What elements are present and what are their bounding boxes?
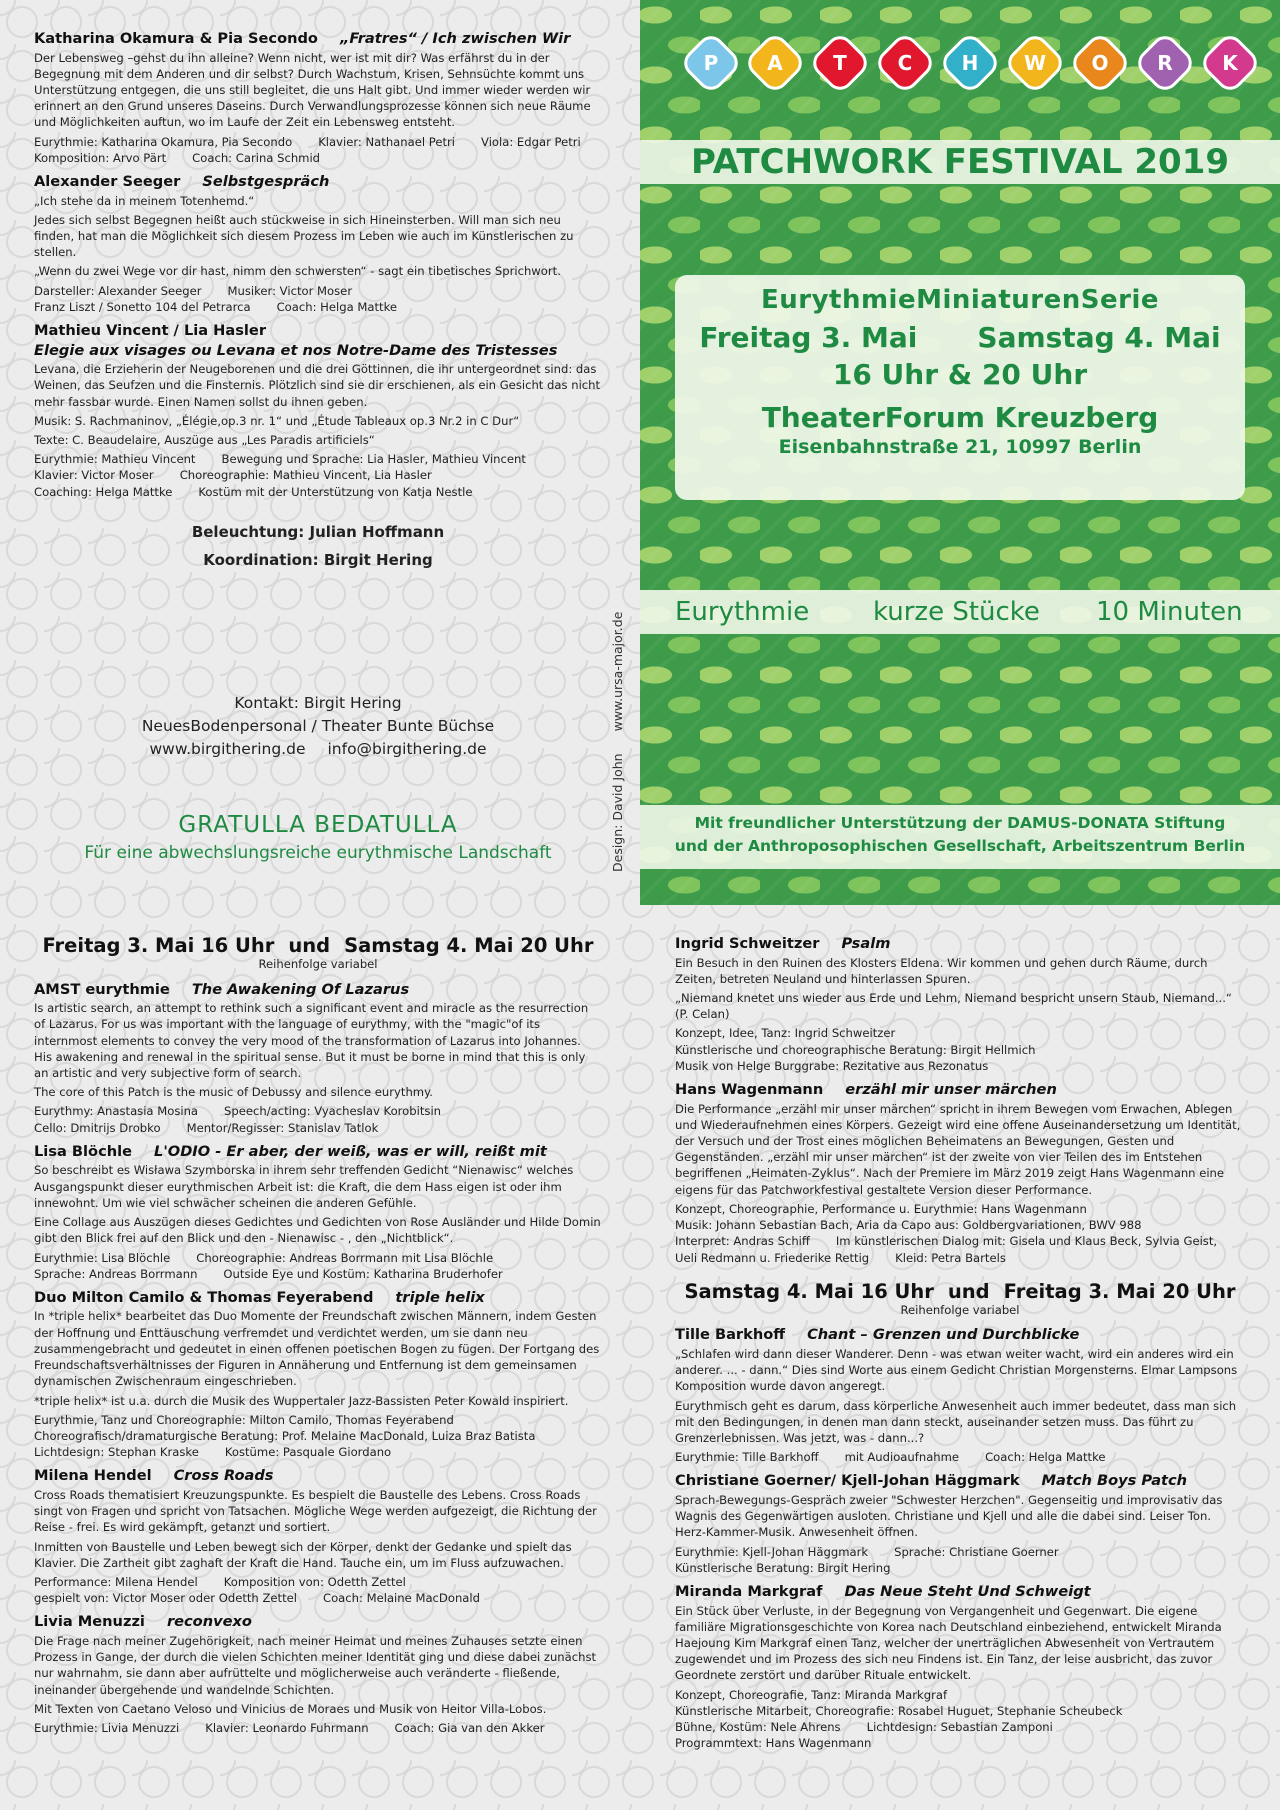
credit: Klavier: Victor Moser [34, 468, 154, 483]
performer-name: Tille Barkhoff [675, 1326, 786, 1344]
credit: Choreographie: Mathieu Vincent, Lia Hasler [179, 468, 432, 483]
email-link[interactable]: info@birgithering.de [327, 740, 487, 758]
event-times: 16 Uhr & 20 Uhr [832, 358, 1088, 391]
venue-name: TheaterForum Kreuzberg [761, 401, 1159, 434]
credit: Eurythmie: Tille Barkhoff [675, 1450, 819, 1465]
credit: Eurythmie: Livia Menuzzi [34, 1721, 180, 1736]
entry-heading [34, 1613, 602, 1631]
entry-heading [34, 1143, 602, 1161]
schedule-slot: Freitag 3. Mai 16 Uhr [42, 934, 275, 957]
gratulla-subtitle: Für eine abwechslungsreiche eurythmische Landschaft [84, 843, 552, 863]
credit: Konzept, Choreographie, Performance u. Eurythmie: Hans Wagenmann [675, 1201, 1087, 1216]
piece-title: erzähl mir unser märchen [845, 1081, 1057, 1099]
performer-name: AMST eurythmie [34, 980, 170, 998]
schedule-and: und [288, 934, 331, 957]
description-short-pieces: kurze Stücke [873, 597, 1040, 627]
credit: Coach: Gia van den Akker [394, 1721, 545, 1736]
entry-heading [34, 1467, 602, 1485]
website-link[interactable]: www.birgithering.de [149, 740, 306, 758]
staff-credits [34, 518, 602, 574]
entry-credits [675, 1544, 1245, 1576]
entry-credits [675, 1449, 1245, 1465]
description-eurythmie: Eurythmie [675, 597, 810, 627]
entry-heading [675, 1081, 1245, 1099]
piece-title: reconvexo [166, 1613, 252, 1631]
performer-name: Lisa Blöchle [34, 1142, 133, 1160]
entry-credits [675, 1201, 1245, 1266]
schedule-slot: Freitag 3. Mai 20 Uhr [1003, 1279, 1236, 1303]
entry-description: Ein Besuch in den Ruinen des Klosters Eldena. Wir kommen und gehen durch Räume, durch Zeiten, betreten Neuland und hinterlassen Spuren. [675, 955, 1208, 986]
entry-credits [34, 1720, 602, 1736]
credit: Coach: Melaine MacDonald [322, 1591, 480, 1606]
entry-credits [675, 1025, 1245, 1074]
entry-credits [34, 134, 602, 166]
program-entry [34, 173, 602, 315]
performer-name: Miranda Markgraf [675, 1583, 823, 1600]
piece-title: L'ODIO - Er aber, der weiß, was er will, reißt mit [154, 1142, 547, 1160]
credit: Mentor/Regisser: Stanislav Tatlok [186, 1120, 379, 1135]
credit: Coach: Helga Mattke [985, 1450, 1106, 1465]
support-line: Mit freundlicher Unterstützung der DAMUS-DONATA Stiftung [694, 814, 1226, 832]
program-entry [675, 1472, 1245, 1576]
performer-name: Hans Wagenmann [675, 1081, 824, 1099]
credit: Speech/acting: Vyacheslav Korobitsin [224, 1104, 442, 1119]
credit: Künstlerische und choreographische Beratung: Birgit Hellmich [675, 1042, 1036, 1057]
entry-description: The core of this Patch is the music of Debussy and silence eurythmy. [34, 1085, 433, 1100]
program-entry [675, 1081, 1245, 1266]
credit: Lichtdesign: Sebastian Zamponi [866, 1720, 1053, 1735]
credit: Künstlerische Mitarbeit, Choreografie: Rosabel Huguet, Stephanie Scheubeck [675, 1703, 1123, 1718]
piece-title: Elegie aux visages ou Levana et nos Notre-Dame des Tristesses [34, 341, 558, 359]
entry-heading [34, 30, 602, 48]
schedule-heading [675, 1281, 1245, 1302]
credit: Komposition von: Odetth Zettel [223, 1575, 406, 1589]
entry-heading [675, 1472, 1245, 1490]
entry-credits [34, 451, 602, 500]
program-entry [34, 1143, 602, 1282]
entry-description: Texte: C. Beaudelaire, Auszüge aus „Les Paradis artificiels“ [34, 432, 375, 447]
program-entry [34, 322, 602, 500]
entry-description: Ein Stück über Verluste, in der Begegnung von Vergangenheit und Gegenwart. Die eigene familiäre Migrationsgeschichte von Korea nach Deutschland einbeziehend, entwickelt Miranda Haejoung Kim Markgraf einen Tanz, welcher der unerträglichen Abwesenheit von Vertrautem zugewendet und im Prozess des sich neu Findens ist. Ein Tanz, der leise ausbricht, das zuvor Geordnete zerstört und darüber Rituale entwickelt. [675, 1603, 1222, 1683]
entry-credits [34, 1412, 602, 1461]
series-name: EurythmieMiniaturenSerie [760, 285, 1159, 315]
entry-description: Jedes sich selbst Begegnen heißt auch stückweise in sich Hineinsterben. Will man sich neu finden, hat man die Möglichkeit sich diesem Prozess im Leben wie auch im Künstlerischen zu stellen. [34, 212, 574, 260]
credit: Interpret: Andras Schiff [675, 1234, 810, 1249]
logo-letter: P [703, 51, 719, 75]
entry-heading [675, 1583, 1245, 1601]
credit: Musik: Johann Sebastian Bach, Aria da Capo aus: Goldbergvariationen, BWV 988 [675, 1218, 1142, 1233]
credit: Darsteller: Alexander Seeger [34, 283, 202, 298]
credit: Coaching: Helga Mattke [34, 484, 173, 499]
credit: Eurythmie: Lisa Blöchle [34, 1250, 171, 1265]
logo-letter: R [1157, 51, 1173, 75]
festival-poster [640, 0, 1280, 905]
credit: Klavier: Leonardo Fuhrmann [205, 1721, 369, 1736]
entry-description: Is artistic search, an attempt to rethink such a significant event and miracle as the resurrection of Lazarus. For us was important with the language of eurythmy, with the "magic"of its internmost elements to convey the very mood of the transformation of Lazarus into Johannes. His awakening and renewal in the spiritual sense. But it must be borne in mind that this is only an artistic and very subjective form of search. [34, 1001, 589, 1081]
entry-description: „Ich stehe da in meinem Totenhemd.“ [34, 193, 255, 208]
entry-description: Cross Roads thematisiert Kreuzungspunkte. Es bespielt die Baustelle des Lebens. Cross Roads singt von Fragen und spricht von Tatsachen. Mögliche Wege werden aufgezeigt, die Richtung der Reise - frei. Es wird gekämpft, getanzt und sortiert. [34, 1487, 597, 1535]
credit: Choreografisch/dramaturgische Beratung: Prof. Melaine MacDonald, Luiza Braz Batista [34, 1428, 536, 1443]
entry-description: *triple helix* ist u.a. durch die Musik des Wuppertaler Jazz-Bassisten Peter Kowald inspiriert. [34, 1393, 569, 1408]
credit: Musiker: Victor Moser [227, 283, 353, 298]
credit: Eurythmy: Anastasia Mosina [34, 1104, 199, 1119]
contact-block [34, 692, 602, 761]
poster-description [640, 590, 1280, 634]
credit: mit Audioaufnahme [844, 1450, 960, 1465]
credit: Coach: Carina Schmid [192, 150, 321, 165]
entry-description: Levana, die Erzieherin der Neugeborenen und die drei Göttinnen, die ihr untergeordnet sind: das Weinen, das Seufzen und die Finsternis. Plötzlich sind sie dir erschienen, als ein Gesicht das nicht mehr fassbar wurde. Einen Namen sollst du ihnen geben. [34, 362, 601, 409]
entry-heading [675, 1326, 1245, 1344]
entry-description: Musik: S. Rachmaninov, „Élégie,op.3 nr. 1“ und „Étude Tableaux op.3 Nr.2 in C Dur“ [34, 413, 520, 428]
piece-title: Das Neue Steht Und Schweigt [844, 1583, 1091, 1600]
credit: Bühne, Kostüm: Nele Ahrens [675, 1720, 841, 1735]
credit: Sprache: Andreas Borrmann [34, 1266, 198, 1281]
entry-credits [34, 283, 602, 315]
program-entry [34, 1289, 602, 1460]
contact-organisation: NeuesBodenpersonal / Theater Bunte Büchse [141, 717, 495, 735]
description-duration: 10 Minuten [1096, 597, 1243, 627]
credit: Outside Eye und Kostüm: Katharina Bruderhofer [223, 1266, 503, 1281]
entry-description: Sprach-Bewegungs-Gespräch zweier "Schwester Herzchen". Gegenseitig und improvisativ das Wagnis des Gegenwärtigen ausloten. Christiane und Kjell und alle die dabei sind. Leiser Ton. Herz-Kammer-Musik. Anwesenheit öffnen. [675, 1492, 1223, 1540]
design-credit [610, 612, 625, 872]
entry-credits [34, 1103, 602, 1135]
credit: Kostüme: Pasquale Giordano [224, 1445, 392, 1460]
performer-name: Livia Menuzzi [34, 1613, 145, 1631]
entry-heading [34, 173, 602, 191]
piece-title: Selbstgespräch [202, 173, 330, 191]
gratulla-title: GRATULLA BEDATULLA [178, 812, 458, 838]
performer-name: Ingrid Schweitzer [675, 935, 820, 952]
entry-description: „Niemand knetet uns wieder aus Erde und Lehm, Niemand bespricht unsern Staub, Niemand...“ (P. Celan) [675, 990, 1232, 1022]
performer-name: Katharina Okamura & Pia Secondo [34, 30, 318, 47]
day-two: Samstag 4. Mai [977, 321, 1221, 354]
credit: Franz Liszt / Sonetto 104 del Petrarca [34, 299, 251, 314]
credit: Viola: Edgar Petri [481, 134, 581, 149]
credit: Eurythmie: Katharina Okamura, Pia Secondo [34, 134, 293, 149]
entry-heading [675, 935, 1245, 953]
entry-description: Mit Texten von Caetano Veloso und Vinicius de Moraes und Musik von Heitor Villa-Lobos. [34, 1701, 547, 1716]
credit: Konzept, Idee, Tanz: Ingrid Schweitzer [675, 1026, 896, 1041]
entry-heading [34, 1289, 602, 1307]
contact-name: Kontakt: Birgit Hering [234, 694, 402, 712]
entry-heading [34, 981, 602, 999]
gratulla-block [34, 810, 602, 866]
credit: Lichtdesign: Stephan Kraske [34, 1445, 199, 1460]
entry-credits [675, 1687, 1245, 1752]
credit: Choreographie: Andreas Borrmann mit Lisa Blöchle [196, 1250, 494, 1265]
credit: Sprache: Christiane Goerner [894, 1544, 1059, 1559]
entry-description: Inmitten von Baustelle und Leben bewegt sich der Körper, denkt der Gedanke und spielt das Klavier. Die Zartheit gibt zaghaft der Kraft die Hand. Tauche ein, um im Fluss aufzuwachen. [34, 1539, 572, 1570]
credit: gespielt von: Victor Moser oder Odetth Zettel [34, 1591, 297, 1606]
program-entry [675, 1583, 1245, 1751]
entry-description: Die Frage nach meiner Zugehörigkeit, nach meiner Heimat und meines Zuhauses setzte einen Prozess in Gange, der durch die vielen Schichten meiner Identität ging und diese dabei zunächst nur wahrnahm, sie dann aber aufrüttelte und möglicherweise auch veränderte - fließende, ineinander übergehende und wandelnde Schichten. [34, 1633, 597, 1697]
logo-letter: O [1091, 51, 1109, 75]
program-entry [675, 1326, 1245, 1465]
event-info-box [675, 275, 1245, 500]
program-entry [34, 30, 602, 166]
day-one: Freitag 3. Mai [699, 321, 918, 354]
program-entry [34, 1467, 602, 1606]
piece-title: Cross Roads [173, 1467, 274, 1485]
credit: Klavier: Nathanael Petri [318, 134, 456, 149]
credit: Konzept, Choreografie, Tanz: Miranda Markgraf [675, 1687, 948, 1702]
piece-title: Psalm [841, 935, 891, 952]
entry-description: In *triple helix* bearbeitet das Duo Momente der Freundschaft zwischen Männern, indem Gesten der Hoffnung und Enttäuschung verfremdet und verdichtet werden, um sie dann neu zusammengebracht und gedeutet in einen offenen poetischen Bogen zu fügen. Der Fortgang des Freundschaftsverhältnisses der Figuren in Annäherung und Entfernung ist dem gemeinsamen dynamischen Zwischenraum eingeschrieben. [34, 1309, 600, 1389]
schedule-note: Reihenfolge variabel [258, 957, 378, 972]
schedule-note: Reihenfolge variabel [900, 1303, 1020, 1318]
bottom-left-column [34, 935, 602, 1743]
credit: Programmtext: Hans Wagenmann [675, 1736, 872, 1751]
patchwork-logo [688, 40, 1253, 86]
logo-letter: C [897, 51, 913, 75]
piece-title: „Fratres“ / Ich zwischen Wir [339, 30, 571, 47]
credit: Ueli Redmann u. Friederike Rettig [675, 1250, 870, 1265]
schedule-slot: Samstag 4. Mai 20 Uhr [344, 934, 594, 957]
logo-letter: A [767, 51, 783, 75]
entry-description: Eine Collage aus Auszügen dieses Gedichtes und Gedichten von Rose Ausländer und Hilde Domin gibt den Blick frei auf den Blick und den - Nienawisc - , den „Nichtblick“. [34, 1215, 601, 1246]
credit: Eurythmie: Mathieu Vincent [34, 452, 196, 467]
piece-title: Match Boys Patch [1041, 1472, 1188, 1490]
designer-credit: Design: David John [610, 753, 625, 872]
bottom-right-column [675, 935, 1245, 1758]
lighting-credit: Beleuchtung: Julian Hoffmann [191, 523, 445, 541]
credit: Coach: Helga Mattke [276, 299, 398, 314]
entry-credits [34, 1250, 602, 1282]
credit: Eurythmie, Tanz und Choreographie: Milton Camilo, Thomas Feyerabend [34, 1412, 454, 1427]
performer-name: Christiane Goerner/ Kjell-Johan Häggmark [675, 1472, 1020, 1490]
designer-url[interactable]: www.ursa-major.de [610, 611, 625, 732]
coordination-credit: Koordination: Birgit Hering [203, 551, 433, 569]
program-entry [675, 935, 1245, 1074]
top-left-column [34, 30, 602, 507]
credit: Bewegung und Sprache: Lia Hasler, Mathieu Vincent [221, 452, 526, 467]
logo-letter: H [961, 51, 979, 75]
performer-name: Mathieu Vincent / Lia Hasler [34, 322, 267, 340]
entry-description: So beschreibt es Wisława Szymborska in ihrem sehr treffenden Gedicht “Nienawisc“ welches Ausgangspunkt dieser eurythmischen Arbeit ist: die Kraft, die dem Hass eigen ist oder ihm innewohnt. Um wie viel schwächer scheinen die anderen Gefühle. [34, 1163, 574, 1210]
credit: Im künstlerischen Dialog mit: Gisela und Klaus Beck, Sylvia Geist, [835, 1234, 1218, 1249]
schedule-and: und [947, 1279, 990, 1303]
festival-title: PATCHWORK FESTIVAL 2019 [690, 142, 1230, 182]
piece-title: triple helix [395, 1288, 485, 1306]
credit: Eurythmie: Kjell-Johan Häggmark [675, 1544, 869, 1559]
credit: Cello: Dmitrijs Drobko [34, 1120, 161, 1135]
credit: Musik von Helge Burggrabe: Rezitative aus Rezonatus [675, 1058, 989, 1073]
entry-description: „Schlafen wird dann dieser Wanderer. Denn - was etwan weiter wacht, wird ein anderes wird ein anderer. ... - dann.“ Dies sind Worte aus einem Gedicht Christian Morgensterns. Elmar Lampsons Komposition wurde davon angeregt. [675, 1346, 1238, 1394]
entry-description: Die Performance „erzähl mir unser märchen“ spricht in ihrem Bewegen vom Erwachen, Ablegen und Wiederaufnehmen eines Körpers. Gezeigt wird eine offene Auseinandersetzung um Identität, der Versuch und der Trost eines möglichen Beheimatens an Bewegungen, Gesten und Gegenständen. „erzähl mir unser märchen“ ist der zweite von vier Teilen des im Entstehen begriffenen „Heimaten-Zyklus“. Nach der Premiere im März 2019 zeigt Hans Wagenmann eine eigens für das Patchworkfestival gestaltete Version dieser Performance. [675, 1101, 1241, 1197]
event-days [675, 321, 1245, 354]
logo-letter: W [1023, 51, 1047, 75]
entry-credits [34, 1574, 602, 1606]
support-text [640, 812, 1280, 858]
entry-description: Der Lebensweg –gehst du ihn alleine? Wenn nicht, wer ist mit dir? Was erfährst du in der Begegnung mit dem Anderen und dir selbst? Durch Wachstum, Krisen, Sehnsüchte kommt uns Unterstützung entgegen, die uns still begleitet, die uns Halt gibt. Und immer wieder werden wir erinnert an den Grund unseres Daseins. Durch Verwandlungsprozesse können sich neue Räume und Möglichkeiten auftun, wo im Laufe der Zeit ein Lebensweg entsteht. [34, 50, 591, 130]
entry-description: Eurythmisch geht es darum, dass körperliche Anwesenheit auch immer bedeutet, dass man sich mit den Bedingungen, in denen man dann steckt, auseinander setzen muss. Das führt zu Grenzerlebnissen. Was jetzt, was - dann...? [675, 1398, 1237, 1445]
schedule-slot: Samstag 4. Mai 16 Uhr [684, 1279, 934, 1303]
credit: Kostüm mit der Unterstützung von Katja Nestle [198, 484, 473, 499]
program-entry [34, 1613, 602, 1736]
performer-name: Alexander Seeger [34, 173, 181, 191]
credit: Kleid: Petra Bartels [895, 1250, 1006, 1265]
venue-address: Eisenbahnstraße 21, 10997 Berlin [778, 436, 1142, 458]
performer-name: Duo Milton Camilo & Thomas Feyerabend [34, 1288, 374, 1306]
program-entry [34, 981, 602, 1136]
credit: Künstlerische Beratung: Birgit Hering [675, 1560, 891, 1575]
logo-letter: K [1222, 51, 1238, 75]
credit: Komposition: Arvo Pärt [34, 150, 167, 165]
entry-heading [34, 322, 602, 340]
performer-name: Milena Hendel [34, 1467, 152, 1485]
schedule-heading [34, 935, 602, 956]
piece-title: Chant – Grenzen und Durchblicke [807, 1326, 1080, 1344]
logo-letter: T [833, 51, 847, 75]
support-line: und der Anthroposophischen Gesellschaft, Arbeitszentrum Berlin [674, 837, 1246, 855]
piece-title: The Awakening Of Lazarus [191, 980, 410, 998]
credit: Performance: Milena Hendel [34, 1575, 198, 1589]
entry-description: „Wenn du zwei Wege vor dir hast, nimm den schwersten“ - sagt ein tibetisches Sprichwort. [34, 264, 561, 279]
